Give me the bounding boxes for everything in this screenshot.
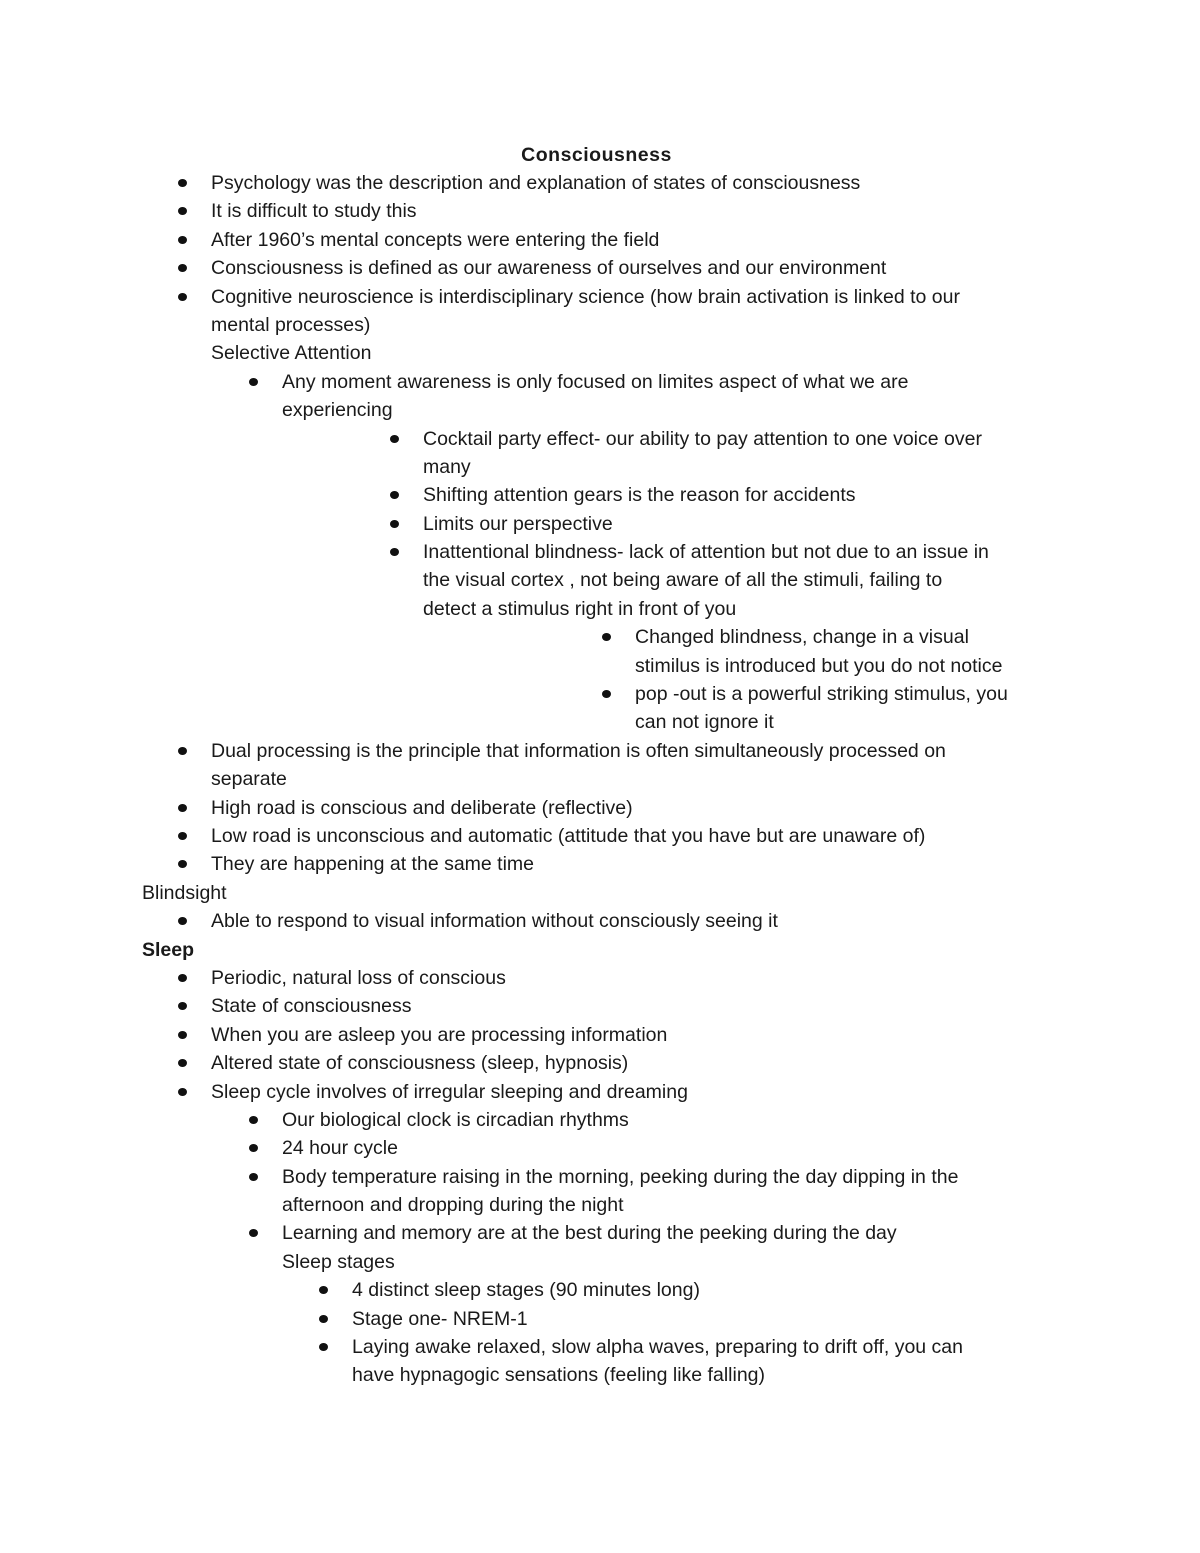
bullet-icon <box>178 1059 187 1067</box>
note-text: Sleep stages <box>282 1250 395 1273</box>
note-line <box>0 1333 1200 1361</box>
bullet-icon <box>178 264 187 272</box>
note-line <box>0 1021 1200 1049</box>
note-text: many <box>423 455 471 478</box>
bullet-icon <box>178 804 187 812</box>
note-text: When you are asleep you are processing information <box>211 1023 668 1046</box>
note-line <box>0 595 1200 623</box>
note-text: Low road is unconscious and automatic (attitude that you have but are unaware of) <box>211 824 926 847</box>
bullet-icon <box>249 1116 258 1124</box>
note-line <box>0 708 1200 736</box>
note-text: stimilus is introduced but you do not notice <box>635 654 1003 677</box>
note-line <box>0 822 1200 850</box>
note-text: can not ignore it <box>635 711 774 734</box>
note-line <box>0 169 1200 197</box>
note-text: Shifting attention gears is the reason for accidents <box>423 484 856 507</box>
note-line <box>0 510 1200 538</box>
note-text: experiencing <box>282 399 393 422</box>
bullet-icon <box>178 207 187 215</box>
bullet-icon <box>249 378 258 386</box>
bullet-icon <box>319 1315 328 1323</box>
note-line <box>0 368 1200 396</box>
bullet-icon <box>390 435 399 443</box>
note-text: 24 hour cycle <box>282 1137 398 1160</box>
note-line <box>0 1163 1200 1191</box>
bullet-icon <box>178 1088 187 1096</box>
note-text: Any moment awareness is only focused on limites aspect of what we are <box>282 370 909 393</box>
note-line <box>0 453 1200 481</box>
bullet-icon <box>602 633 611 641</box>
note-line <box>0 1305 1200 1333</box>
note-text: pop -out is a powerful striking stimulus, you <box>635 683 1008 706</box>
notes-body <box>0 169 1200 1390</box>
note-line <box>0 1106 1200 1134</box>
note-line <box>0 737 1200 765</box>
note-text: detect a stimulus right in front of you <box>423 597 737 620</box>
note-text: Able to respond to visual information without consciously seeing it <box>211 910 778 933</box>
note-text: Inattentional blindness- lack of attention but not due to an issue in <box>423 541 989 564</box>
note-text: Altered state of consciousness (sleep, hypnosis) <box>211 1052 629 1075</box>
note-text: mental processes) <box>211 313 371 336</box>
note-text: Laying awake relaxed, slow alpha waves, preparing to drift off, you can <box>352 1336 963 1359</box>
note-line <box>0 652 1200 680</box>
note-text: It is difficult to study this <box>211 200 417 223</box>
note-text: Selective Attention <box>211 342 372 365</box>
note-text: Changed blindness, change in a visual <box>635 626 969 649</box>
bullet-icon <box>178 1002 187 1010</box>
note-line <box>0 197 1200 225</box>
note-line <box>0 566 1200 594</box>
note-line <box>0 1134 1200 1162</box>
note-text: Our biological clock is circadian rhythms <box>282 1108 629 1131</box>
bullet-icon <box>390 491 399 499</box>
section-heading <box>0 936 1200 964</box>
note-line <box>0 425 1200 453</box>
note-line <box>0 794 1200 822</box>
note-text: High road is conscious and deliberate (reflective) <box>211 796 633 819</box>
bullet-icon <box>178 860 187 868</box>
bullet-icon <box>178 832 187 840</box>
note-text: Body temperature raising in the morning, peeking during the day dipping in the <box>282 1165 959 1188</box>
bullet-icon <box>178 236 187 244</box>
note-text: Dual processing is the principle that information is often simultaneously processed on <box>211 739 946 762</box>
note-text: afternoon and dropping during the night <box>282 1194 624 1217</box>
note-line <box>0 339 1200 367</box>
note-line <box>0 1049 1200 1077</box>
note-line <box>0 1078 1200 1106</box>
note-line <box>0 538 1200 566</box>
note-line <box>0 1276 1200 1304</box>
note-text: have hypnagogic sensations (feeling like falling) <box>352 1364 766 1387</box>
bullet-icon <box>390 548 399 556</box>
note-text: the visual cortex , not being aware of all the stimuli, failing to <box>423 569 943 592</box>
note-line <box>0 680 1200 708</box>
note-text: 4 distinct sleep stages (90 minutes long) <box>352 1279 700 1302</box>
note-text: Consciousness is defined as our awareness of ourselves and our environment <box>211 257 887 280</box>
bullet-icon <box>602 690 611 698</box>
bullet-icon <box>178 1031 187 1039</box>
bullet-icon <box>319 1343 328 1351</box>
note-text: Stage one- NREM-1 <box>352 1307 528 1330</box>
section-heading <box>0 879 1200 907</box>
note-line <box>0 283 1200 311</box>
note-line <box>0 964 1200 992</box>
note-text: separate <box>211 768 287 791</box>
note-line <box>0 311 1200 339</box>
note-text: State of consciousness <box>211 995 412 1018</box>
note-line <box>0 1219 1200 1247</box>
note-line <box>0 1361 1200 1389</box>
note-line <box>0 850 1200 878</box>
note-text: Sleep cycle involves of irregular sleeping and dreaming <box>211 1080 688 1103</box>
note-text: Sleep <box>142 938 195 961</box>
note-text: Limits our perspective <box>423 512 613 535</box>
bullet-icon <box>178 179 187 187</box>
note-text: Periodic, natural loss of conscious <box>211 966 506 989</box>
note-line <box>0 1248 1200 1276</box>
bullet-icon <box>178 293 187 301</box>
note-line <box>0 254 1200 282</box>
note-text: Blindsight <box>142 881 227 904</box>
note-text: Cocktail party effect- our ability to pay attention to one voice over <box>423 427 982 450</box>
note-text: They are happening at the same time <box>211 853 535 876</box>
bullet-icon <box>319 1286 328 1294</box>
note-line <box>0 907 1200 935</box>
note-line <box>0 481 1200 509</box>
note-text: Learning and memory are at the best during the peeking during the day <box>282 1222 897 1245</box>
bullet-icon <box>390 520 399 528</box>
note-text: After 1960’s mental concepts were entering the field <box>211 228 660 251</box>
note-line <box>0 765 1200 793</box>
note-line <box>0 1191 1200 1219</box>
bullet-icon <box>249 1173 258 1181</box>
note-line <box>0 623 1200 651</box>
note-line <box>0 992 1200 1020</box>
bullet-icon <box>178 747 187 755</box>
bullet-icon <box>178 917 187 925</box>
bullet-icon <box>178 974 187 982</box>
document-title: Consciousness <box>521 144 672 166</box>
bullet-icon <box>249 1229 258 1237</box>
bullet-icon <box>249 1144 258 1152</box>
note-text: Cognitive neuroscience is interdisciplinary science (how brain activation is linked to our <box>211 285 960 308</box>
note-line <box>0 396 1200 424</box>
note-text: Psychology was the description and explanation of states of consciousness <box>211 172 861 194</box>
note-line <box>0 226 1200 254</box>
